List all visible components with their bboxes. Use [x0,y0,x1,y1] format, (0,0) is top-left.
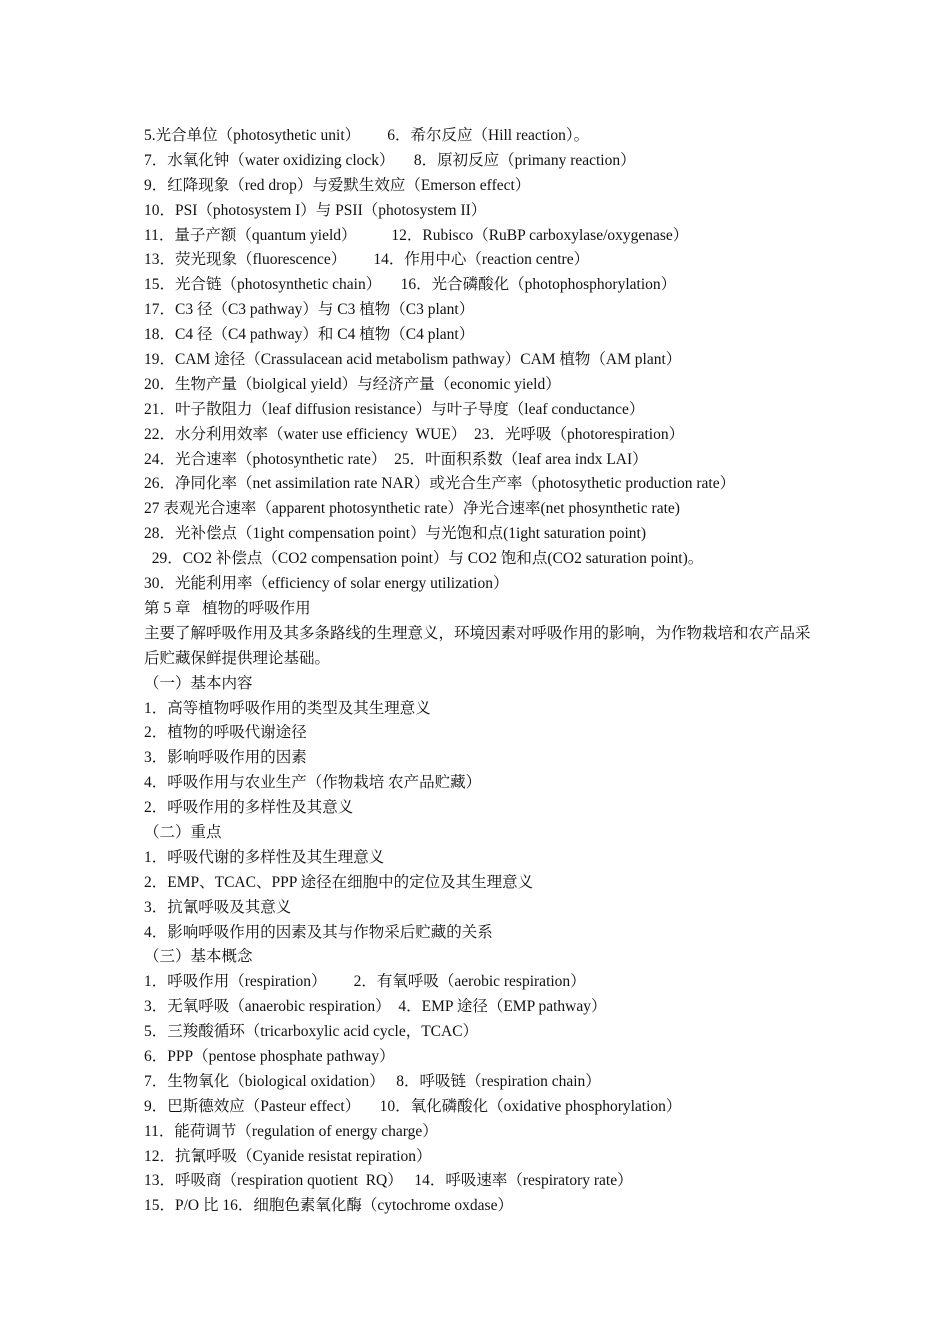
text-line: 11．量子产额（quantum yield） 12．Rubisco（RuBP carboxylase/oxygenase） [144,226,689,244]
list-item: 1．呼吸作用（respiration） 2．有氧呼吸（aerobic respiration） [144,973,586,991]
list-item: 4．影响呼吸作用的因素及其与作物采后贮藏的关系 [144,923,493,941]
text-line: 27 表观光合速率（apparent photosynthetic rate）净光合速率(net phosynthetic rate) [144,500,680,518]
section-heading-basic-content: （一）基本内容 [144,674,253,692]
text-line: 9．红降现象（red drop）与爱默生效应（Emerson effect） [144,176,531,194]
list-item: 3．抗氰呼吸及其意义 [144,898,292,916]
list-item: 5．三羧酸循环（tricarboxylic acid cycle，TCAC） [144,1023,479,1041]
list-item: 7．生物氧化（biological oxidation） 8．呼吸链（respiration chain） [144,1072,601,1090]
list-item: 2．EMP、TCAC、PPP 途径在细胞中的定位及其生理意义 [144,873,534,891]
list-item: 9．巴斯德效应（Pasteur effect） 10．氧化磷酸化（oxidative phosphorylation） [144,1097,682,1115]
text-line: 26．净同化率（net assimilation rate NAR）或光合生产率（photosythetic production rate） [144,475,736,493]
list-item: 3．影响呼吸作用的因素 [144,749,307,767]
text-line: 30．光能利用率（efficiency of solar energy utilization） [144,575,509,593]
text-line: 18．C4 径（C4 pathway）和 C4 植物（C4 plant） [144,326,475,344]
list-item: 12．抗氰呼吸（Cyanide resistat repiration） [144,1147,432,1165]
document-body [144,124,824,1219]
text-line: 10．PSI（photosystem I）与 PSII（photosystem II） [144,201,487,219]
text-line: 29．CO2 补偿点（CO2 compensation point）与 CO2 饱和点(CO2 saturation point)。 [144,550,704,568]
intro-paragraph: 主要了解呼吸作用及其多条路线的生理意义，环境因素对呼吸作用的影响，为作物栽培和农产品采后贮藏保鲜提供理论基础。 [144,624,811,667]
section-heading-key-points: （二）重点 [144,823,222,841]
text-line: 20．生物产量（biolgical yield）与经济产量（economic yield） [144,375,561,393]
text-line: 28．光补偿点（1ight compensation point）与光饱和点(1ight saturation point) [144,525,646,543]
text-line: 5.光合单位（photosythetic unit） 6．希尔反应（Hill reaction）。 [144,127,590,144]
list-item: 4．呼吸作用与农业生产（作物栽培 农产品贮藏） [144,774,482,792]
list-item: 13．呼吸商（respiration quotient RQ） 14．呼吸速率（respiratory rate） [144,1172,633,1190]
list-item: 2．植物的呼吸代谢途径 [144,724,307,742]
section-heading-basic-concepts: （三）基本概念 [144,948,253,966]
text-line: 13．荧光现象（fluorescence） 14．作用中心（reaction centre） [144,251,590,269]
text-line: 24．光合速率（photosynthetic rate） 25．叶面积系数（leaf area indx LAI） [144,450,648,468]
list-item: 1．高等植物呼吸作用的类型及其生理意义 [144,699,431,717]
text-line: 7．水氧化钟（water oxidizing clock） 8．原初反应（primany reaction） [144,151,636,169]
text-line: 17．C3 径（C3 pathway）与 C3 植物（C3 plant） [144,301,475,319]
list-item: 3．无氧呼吸（anaerobic respiration） 4．EMP 途径（EMP pathway） [144,998,607,1016]
chapter-heading: 第 5 章 植物的呼吸作用 [144,599,311,617]
text-line: 22．水分利用效率（water use efficiency WUE） 23．光呼吸（photorespiration） [144,425,685,443]
list-item: 1．呼吸代谢的多样性及其生理意义 [144,848,385,866]
list-item: 6．PPP（pentose phosphate pathway） [144,1047,395,1065]
list-item: 11．能荷调节（regulation of energy charge） [144,1122,438,1140]
text-line: 19．CAM 途径（Crassulacean acid metabolism pathway）CAM 植物（AM plant） [144,351,682,369]
text-line: 15．光合链（photosynthetic chain） 16．光合磷酸化（photophosphorylation） [144,276,677,294]
list-item: 2．呼吸作用的多样性及其意义 [144,799,354,817]
list-item: 15．P/O 比 16．细胞色素氧化酶（cytochrome oxdase） [144,1197,513,1215]
text-line: 21．叶子散阻力（leaf diffusion resistance）与叶子导度（leaf conductance） [144,400,645,418]
